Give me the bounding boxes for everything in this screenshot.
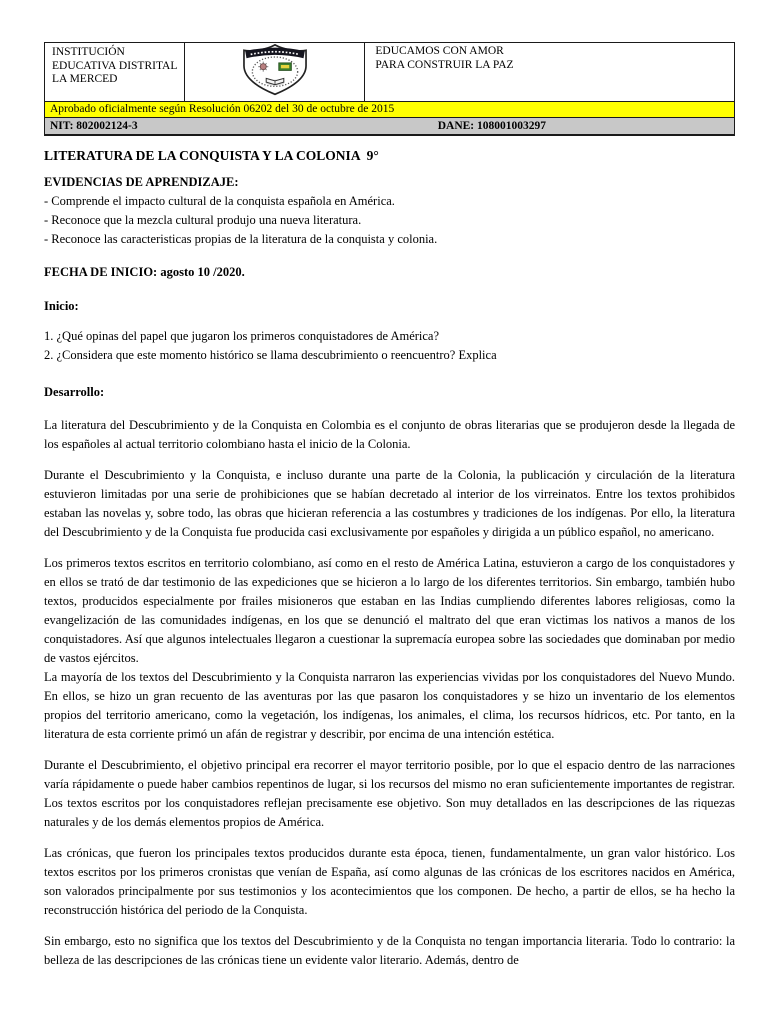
paragraph-block xyxy=(44,932,735,970)
motto-line-1: EDUCAMOS CON AMOR xyxy=(375,45,504,57)
motto-line-2: PARA CONSTRUIR LA PAZ xyxy=(375,59,514,71)
evidencia-item: - Reconoce las caracteristicas propias de la literatura de la conquista y colonia. xyxy=(44,232,438,246)
header-main-row xyxy=(45,43,735,102)
institution-name: INSTITUCIÓN EDUCATIVA DISTRITAL LA MERCED xyxy=(45,43,185,102)
paragraph-block xyxy=(44,466,735,542)
desarrollo-paragraphs xyxy=(44,416,735,970)
evidencia-item: - Comprende el impacto cultural de la conquista española en América. xyxy=(44,194,395,208)
inicio-heading: Inicio: xyxy=(44,299,79,313)
document-title: LITERATURA DE LA CONQUISTA Y LA COLONIA 9° xyxy=(44,148,379,163)
flag-emblem xyxy=(279,63,292,71)
desarrollo-heading: Desarrollo: xyxy=(44,385,105,399)
paragraph: La literatura del Descubrimiento y de la Conquista en Colombia es el conjunto de obras literarias que se produjeron desde la llegada de los españoles al actual territorio colombiano hasta el inicio de la Colonia. xyxy=(44,418,735,451)
evidencia-item: - Reconoce que la mezcla cultural produjo una nueva literatura. xyxy=(44,213,362,227)
approval-row xyxy=(45,102,735,118)
paragraph: Durante el Descubrimiento, el objetivo principal era recorrer el mayor territorio posible, por lo que el espacio dentro de las narraciones varía rápidamente o puede haber cambios repentinos de lugar, si los recursos del mismo no eran suficientemente importantes de registrar. Los textos escritos por los conquistadores reflejan precisamente ese objetivo. Son muy detallados en las descripciones de las riquezas naturales y de los demás elementos propios de América. xyxy=(44,758,735,829)
paragraph-block xyxy=(44,844,735,920)
paragraph: Durante el Descubrimiento y la Conquista, e incluso durante una parte de la Colonia, la publicación y circulación de la literatura estuvieron limitadas por una serie de prohibiciones que se habían decretado al interior de los virreinatos. Entre los textos prohibidos estaban las novelas y, sobre todo, las obras que hicieran referencia a las costumbres y tradiciones de los indígenas. Por ello, la literatura del Descubrimiento y de la Conquista fue producida casi exclusivamente por españoles y dirigida a un público español, no americano. xyxy=(44,468,735,539)
nit-value: NIT: 802002124-3 xyxy=(50,120,138,132)
school-crest-icon xyxy=(233,44,317,96)
institution-header-table xyxy=(44,42,735,136)
fecha-inicio: FECHA DE INICIO: agosto 10 /2020. xyxy=(44,265,245,279)
inicio-questions xyxy=(44,327,735,365)
paragraph: Los primeros textos escritos en territorio colombiano, así como en el resto de América Latina, estuvieron a cargo de los conquistadores y en ellos se trató de dar testimonio de las expediciones que se hicieron a lo largo de los diferentes territorios. Sin embargo, también hubo textos, producidos especialmente por frailes misioneros que estaban en las Indias cumpliendo diferentes labores religiosas, como la evangelización de las comunidades indígenas, en los que se denunció el maltrato del que eran victimas los nativos a manos de los conquistadores. Así que algunos intelectuales llegaron a cuestionar la supremacía europea sobre las sociedades que dominaban por medio de vastos ejércitos. xyxy=(44,556,735,665)
evidencias-list xyxy=(44,192,735,249)
paragraph-block xyxy=(44,416,735,454)
evidencias-heading: EVIDENCIAS DE APRENDIZAJE: xyxy=(44,175,239,189)
motto-cell xyxy=(365,43,735,102)
paragraph: Sin embargo, esto no significa que los textos del Descubrimiento y de la Conquista no tengan importancia literaria. Todo lo contrario: la belleza de las descripciones de las crónicas tiene un evidente valor literario. Además, dentro de xyxy=(44,934,735,967)
dane-value: DANE: 108001003297 xyxy=(437,120,547,132)
approval-text: Aprobado oficialmente según Resolución 06202 del 30 de octubre de 2015 xyxy=(45,102,735,118)
document-body xyxy=(44,147,735,970)
inicio-question: 2. ¿Considera que este momento histórico se llama descubrimiento o reencuentro? Explica xyxy=(44,348,497,362)
nit-dane-row xyxy=(45,118,735,136)
paragraph-block xyxy=(44,756,735,832)
logo-cell xyxy=(185,43,365,102)
paragraph: Las crónicas, que fueron los principales textos producidos durante esta época, tienen, fundamentalmente, un gran valor histórico. Los textos escritos por los primeros cronistas que venían de España, así como algunas de las crónicas de los escritores nacidos en América, son valorados principalmente por sus testimonios y los acontecimientos que los componen. De hecho, a partir de ellos, se ha hecho la reconstrucción histórica del periodo de la Conquista. xyxy=(44,846,735,917)
inicio-question: 1. ¿Qué opinas del papel que jugaron los primeros conquistadores de América? xyxy=(44,329,440,343)
paragraph-block xyxy=(44,554,735,744)
paragraph: La mayoría de los textos del Descubrimiento y la Conquista narraron las experiencias vividas por los conquistadores del Nuevo Mundo. En ellos, se hizo un gran recuento de las aventuras por las que pasaron los conquistadores y se hizo un inventario de los elementos propios del territorio americano, como la vegetación, los indígenas, los animales, el clima, los recursos hídricos, etc. Por tanto, en la literatura de esta corriente primó un afán de registrar y describir, por encima de una intención estética. xyxy=(44,670,735,741)
